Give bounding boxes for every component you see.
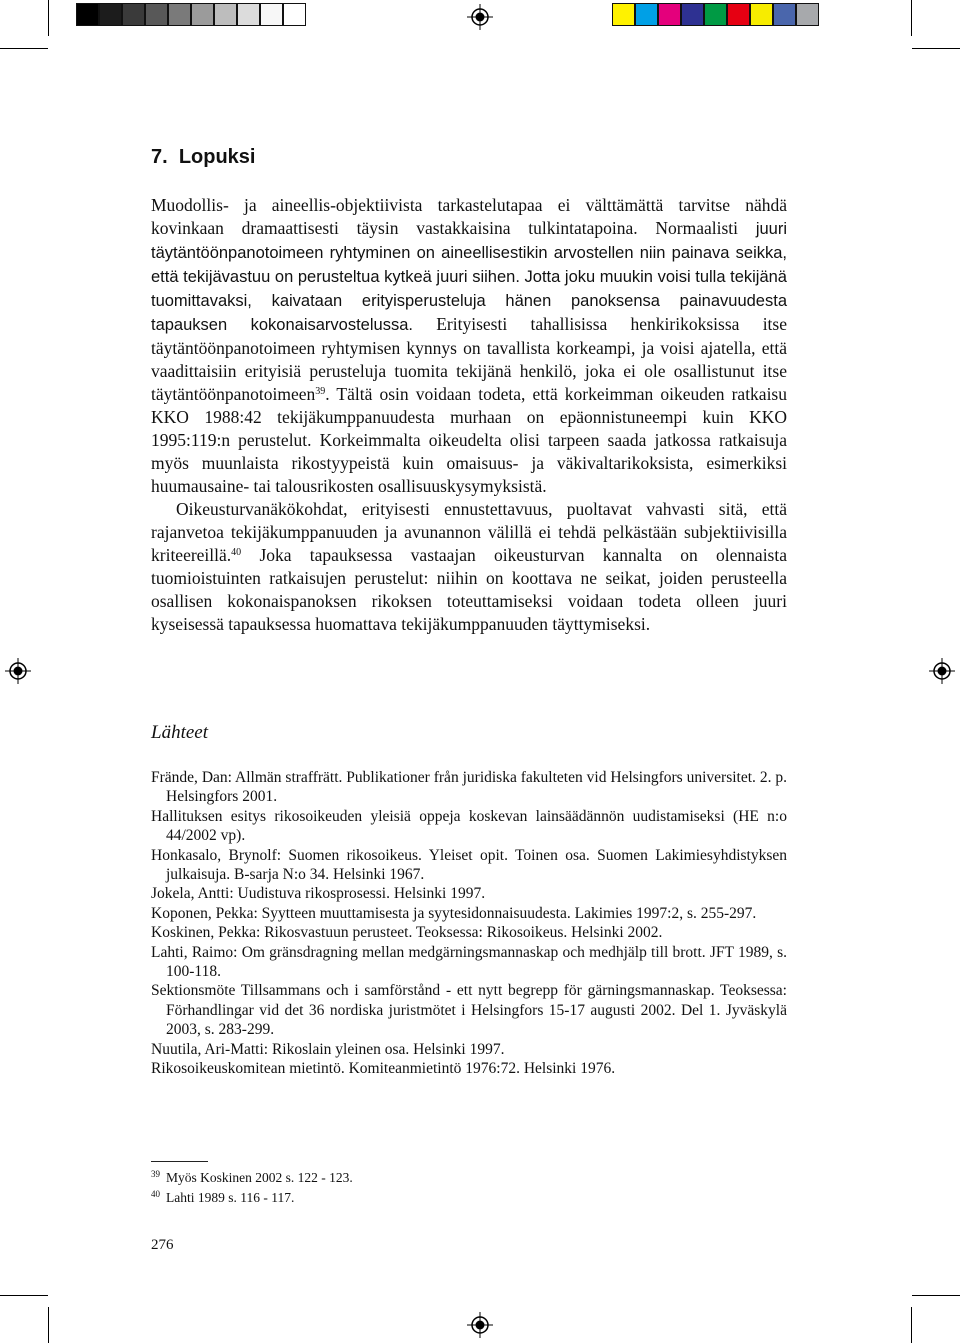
footnote-number: 39 xyxy=(151,1169,160,1179)
color-swatch xyxy=(635,3,658,26)
text-segment: Joka tapauksessa vastaajan oikeusturvan kannalta on olennaista tuomioistuinten ratkaisujen perustelut: niihin on koottava ne seikat, joiden perusteella osallisen kokonaispanoksen rikoksen toteuttamiseksi voidaan todeta olleen juuri kyseisessä tapauksessa huomattava tekijäkumppanuuden täyttymiseksi. xyxy=(151,545,787,634)
footnote-reference: 40 xyxy=(231,547,242,558)
grayscale-color-bar xyxy=(76,3,306,26)
footnote-text: Myös Koskinen 2002 s. 122 - 123. xyxy=(166,1170,353,1185)
color-swatch xyxy=(681,3,704,26)
color-swatch xyxy=(612,3,635,26)
registration-mark-icon xyxy=(467,4,493,30)
reference-list xyxy=(151,768,787,1079)
reference-item: Lahti, Raimo: Om gränsdragning mellan medgärningsmannaskap och medhjälp till brott. JFT 1989, s. 100-118. xyxy=(151,943,787,981)
color-swatch xyxy=(283,3,306,26)
color-swatch xyxy=(76,3,99,26)
sources-heading: Lähteet xyxy=(151,722,208,743)
color-swatch xyxy=(260,3,283,26)
color-swatch xyxy=(750,3,773,26)
footnotes xyxy=(151,1166,353,1206)
color-swatch xyxy=(99,3,122,26)
reference-item: Koskinen, Pekka: Rikosvastuun perusteet. Teoksessa: Rikosoikeus. Helsinki 2002. xyxy=(151,924,663,942)
page-number: 276 xyxy=(151,1237,174,1253)
crop-mark xyxy=(912,48,960,49)
color-swatch xyxy=(122,3,145,26)
crop-mark xyxy=(48,1307,49,1343)
color-swatch xyxy=(191,3,214,26)
registration-mark-icon xyxy=(929,658,955,684)
crop-mark xyxy=(911,1307,912,1343)
crop-mark xyxy=(48,0,49,36)
reference-item: Rikosoikeuskomitean mietintö. Komiteanmietintö 1976:72. Helsinki 1976. xyxy=(151,1060,616,1078)
reference-item: Koponen, Pekka: Syytteen muuttamisesta ja syytesidonnaisuudesta. Lakimies 1997:2, s. 255-297. xyxy=(151,904,757,922)
text-segment: Muodollis- ja aineellis-objektiivista tarkastelutapaa ei välttämättä tarvitse nähdä kovinkaan dramaattisesti täysin vastakkaisina tulkintatapoina. Normaalisti xyxy=(151,195,787,238)
body-text xyxy=(151,194,787,636)
color-swatch xyxy=(727,3,750,26)
reference-item: Sektionsmöte Tillsammans och i samförstånd - ett nytt begrepp för gärningsmannaskap. Teoksessa: Förhandlingar vid det 36 nordiska juristmötet i Helsingfors 15-17 augusti 2002. Del 1. Jyväskylä 2003, s. 283-299. xyxy=(151,982,787,1039)
color-swatch xyxy=(145,3,168,26)
color-swatch xyxy=(796,3,819,26)
crop-mark xyxy=(0,48,48,49)
footnote-reference: 39 xyxy=(315,386,326,397)
chapter-heading xyxy=(151,146,255,169)
footnote xyxy=(151,1166,353,1186)
color-swatch xyxy=(214,3,237,26)
text-segment: juuri täytäntöönpanotoimeen ryhtyminen on aineellisestikin arvostellen niin painava seikka, että tekijävastuu on perusteltua kytkeä juuri siihen. Jotta joku muukin voisi tulla tekijänä tuomittavaksi, kaivataan erityisperusteluja hänen panoksensa painavuudesta tapauksen kokonaisarvostelussa. xyxy=(151,220,787,334)
chapter-number: 7. xyxy=(151,146,168,168)
color-swatch xyxy=(658,3,681,26)
color-swatch xyxy=(237,3,260,26)
paragraph xyxy=(151,194,787,498)
footnote-rule xyxy=(151,1161,208,1162)
crop-mark xyxy=(0,1295,48,1296)
registration-mark-icon xyxy=(5,658,31,684)
text-segment: . Tältä osin voidaan todeta, että korkeimman oikeuden ratkaisu KKO 1988:42 tekijäkumppanuudesta murhaan on epäonnistuneempi kuin KKO 1995:119:n perustelut. Korkeimmalta oikeudelta olisi tarpeen saada jatkossa ratkaisuja myös muunlaista rikostyypeistä kuin omaisuus- ja väkivaltarikoksista, esimerkiksi huumausaine- tai talousrikosten osallisuuskysymyksistä. xyxy=(151,384,787,496)
crop-mark xyxy=(911,0,912,36)
color-swatch xyxy=(773,3,796,26)
color-swatch xyxy=(168,3,191,26)
reference-item: Jokela, Antti: Uudistuva rikosprosessi. Helsinki 1997. xyxy=(151,885,486,903)
footnote-text: Lahti 1989 s. 116 - 117. xyxy=(166,1190,295,1205)
text-segment: Oikeusturvanäkökohdat, erityisesti ennustettavuus, puoltavat vahvasti sitä, että rajanvetoa tekijäkumppanuuden ja avunannon välillä ei tehdä pelkästään subjektiivisilla kriteereillä. xyxy=(151,499,787,565)
color-swatch xyxy=(704,3,727,26)
chapter-title: Lopuksi xyxy=(178,146,256,168)
reference-item: Frände, Dan: Allmän straffrätt. Publikationer från juridiska fakulteten vid Helsingfors universitet. 2. p. Helsingfors 2001. xyxy=(151,769,787,806)
paragraph xyxy=(151,498,787,636)
process-color-bar xyxy=(612,3,819,26)
reference-item: Hallituksen esitys rikosoikeuden yleisiä oppeja koskevan lainsäädännön uudistamiseksi (HE n:o 44/2002 vp). xyxy=(151,807,787,845)
text-segment: Erityisesti tahallisissa henkirikoksissa itse täytäntöönpanotoimeen ryhtymisen kynnys on tavallista korkeampi, ja voisi ajatella, että vaadittaisiin erityisiä perusteluja tuomita tekijänä henkilö, joka ei ole osallistunut itse täytäntöönpanotoimeen xyxy=(151,314,787,404)
crop-mark xyxy=(912,1295,960,1296)
registration-mark-icon xyxy=(467,1312,493,1338)
reference-item: Nuutila, Ari-Matti: Rikoslain yleinen osa. Helsinki 1997. xyxy=(151,1040,505,1058)
footnote xyxy=(151,1186,353,1206)
footnote-number: 40 xyxy=(151,1189,160,1199)
reference-item: Honkasalo, Brynolf: Suomen rikosoikeus. Yleiset opit. Toinen osa. Suomen Lakimiesyhdistyksen julkaisuja. B-sarja N:o 34. Helsinki 1967. xyxy=(151,846,787,884)
